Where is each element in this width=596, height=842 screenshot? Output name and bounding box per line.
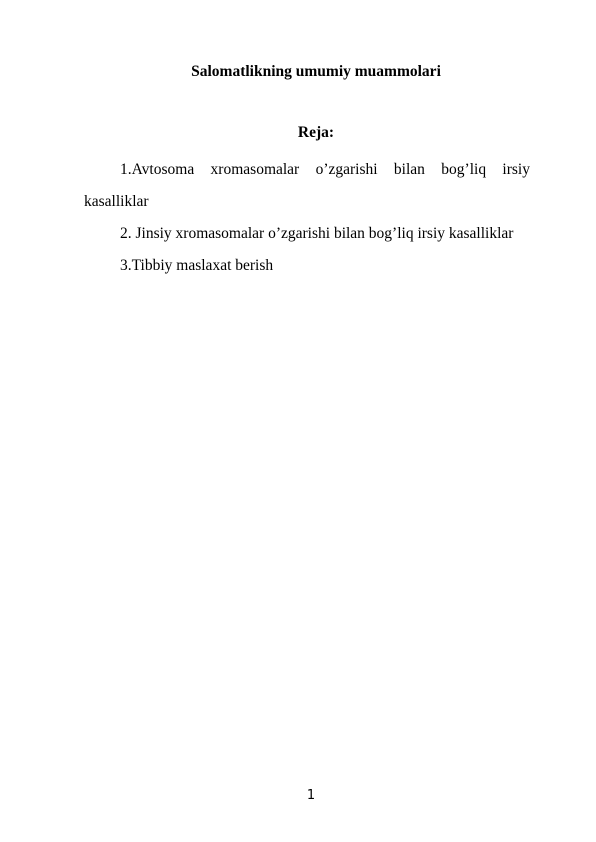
plan-item-1: 1.Avtosoma xromasomalar o’zgarishi bilan bog’liq irsiy kasalliklar	[84, 161, 530, 210]
page-number: 1	[306, 788, 316, 803]
plan-item-3: 3.Tibbiy maslaxat berish	[120, 257, 274, 274]
document-title: Salomatlikning umumiy muammolari	[191, 63, 441, 80]
plan-item-2: 2. Jinsiy xromasomalar o’zgarishi bilan bog’liq irsiy kasalliklar	[120, 225, 514, 242]
plan-list	[84, 154, 530, 282]
plan-heading: Reja:	[297, 124, 335, 141]
